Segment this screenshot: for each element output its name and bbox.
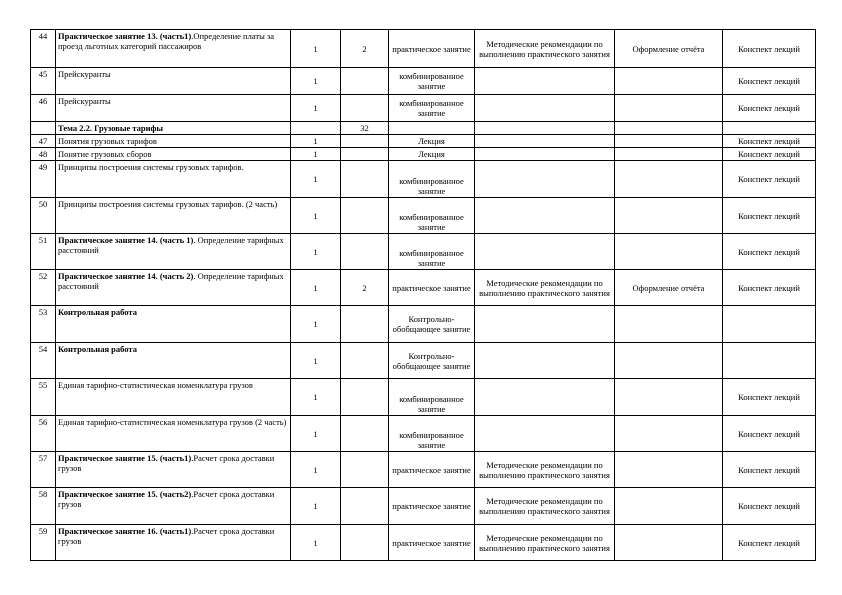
lesson-type: Лекция bbox=[418, 149, 445, 159]
lesson-title-text: Прейскуранты bbox=[58, 69, 111, 79]
table-row bbox=[31, 343, 816, 379]
lesson-title-cell bbox=[56, 270, 291, 306]
lesson-title-cell bbox=[56, 122, 291, 135]
lesson-title-cell bbox=[56, 488, 291, 525]
method-materials-cell bbox=[475, 148, 615, 161]
table-row bbox=[31, 379, 816, 416]
lesson-type-cell bbox=[389, 95, 475, 122]
lesson-type-cell bbox=[389, 452, 475, 488]
hours-value: 1 bbox=[313, 136, 318, 146]
row-number: 46 bbox=[38, 96, 48, 106]
report-form-cell bbox=[615, 122, 723, 135]
row-number: 57 bbox=[38, 453, 48, 463]
literature-cell bbox=[723, 416, 816, 452]
lesson-title-bold: Практическое занятие 15. (часть2) bbox=[58, 489, 192, 499]
literature: Конспект лекций bbox=[738, 464, 800, 475]
literature-cell bbox=[723, 452, 816, 488]
hours-value: 1 bbox=[313, 43, 318, 54]
hours-cell bbox=[291, 68, 341, 95]
lesson-title-cell bbox=[56, 198, 291, 234]
row-number: 56 bbox=[38, 417, 48, 427]
hours-cell bbox=[291, 122, 341, 135]
lesson-title-cell bbox=[56, 234, 291, 270]
row-number: 49 bbox=[38, 162, 48, 172]
lesson-type-cell bbox=[389, 306, 475, 343]
lesson-type: комбинированное занятие bbox=[399, 98, 464, 118]
method-materials-cell bbox=[475, 95, 615, 122]
practice-hours-cell bbox=[341, 270, 389, 306]
lesson-type-cell bbox=[389, 488, 475, 525]
lesson-title-text: Прейскуранты bbox=[58, 96, 111, 106]
hours-cell bbox=[291, 525, 341, 561]
literature-cell bbox=[723, 379, 816, 416]
hours-cell bbox=[291, 161, 341, 198]
row-number: 47 bbox=[38, 136, 48, 146]
lesson-title-cell bbox=[56, 379, 291, 416]
hours-value: 1 bbox=[313, 174, 318, 184]
lesson-type: практическое занятие bbox=[392, 282, 471, 293]
hours-cell bbox=[291, 198, 341, 234]
practice-hours-value: 2 bbox=[362, 43, 367, 54]
hours-value: 1 bbox=[313, 537, 318, 548]
lesson-type-cell bbox=[389, 525, 475, 561]
lesson-title-cell bbox=[56, 148, 291, 161]
hours-value: 1 bbox=[313, 149, 318, 159]
practice-hours-cell bbox=[341, 68, 389, 95]
lesson-title-text: Принципы построения системы грузовых тарифов. bbox=[58, 162, 244, 172]
row-number: 51 bbox=[38, 235, 48, 245]
report-form-cell bbox=[615, 306, 723, 343]
literature: Конспект лекций bbox=[738, 501, 800, 511]
method-materials-cell bbox=[475, 135, 615, 148]
method-materials: Методические рекомендации по выполнению практического занятия bbox=[479, 459, 610, 480]
row-number-cell bbox=[31, 122, 56, 135]
report-form-cell bbox=[615, 379, 723, 416]
method-materials-cell bbox=[475, 343, 615, 379]
literature-cell bbox=[723, 148, 816, 161]
hours-value: 1 bbox=[313, 246, 318, 257]
method-materials: Методические рекомендации по выполнению практического занятия bbox=[479, 38, 610, 59]
literature-cell bbox=[723, 343, 816, 379]
lesson-title-text: . Определение тарифных расстояний bbox=[58, 271, 284, 291]
schedule-table bbox=[30, 29, 816, 561]
literature-cell bbox=[723, 198, 816, 234]
lesson-type: комбинированное занятие bbox=[399, 248, 464, 268]
row-number: 55 bbox=[38, 380, 48, 390]
lesson-title-cell bbox=[56, 135, 291, 148]
row-number-cell bbox=[31, 416, 56, 452]
hours-cell bbox=[291, 234, 341, 270]
hours-cell bbox=[291, 30, 341, 68]
table-row bbox=[31, 68, 816, 95]
practice-hours-cell bbox=[341, 95, 389, 122]
lesson-title-text: Единая тарифно-статистическая номенклатура грузов (2 часть) bbox=[58, 417, 287, 427]
lesson-type: Контрольно-обобщающее занятие bbox=[392, 314, 471, 334]
schedule-table-body bbox=[31, 30, 816, 561]
lesson-title-cell bbox=[56, 452, 291, 488]
literature-cell bbox=[723, 306, 816, 343]
literature: Конспект лекций bbox=[738, 246, 800, 257]
lesson-title-text: Принципы построения системы грузовых тарифов. (2 часть) bbox=[58, 199, 278, 209]
practice-hours-cell bbox=[341, 488, 389, 525]
report-form-cell bbox=[615, 68, 723, 95]
literature-cell bbox=[723, 30, 816, 68]
method-materials-cell bbox=[475, 30, 615, 68]
lesson-title-text: . Определение тарифных расстояний bbox=[58, 235, 284, 255]
practice-hours-cell bbox=[341, 161, 389, 198]
literature: Конспект лекций bbox=[738, 103, 800, 113]
row-number-cell bbox=[31, 198, 56, 234]
method-materials: Методические рекомендации по выполнению практического занятия bbox=[479, 496, 610, 516]
method-materials-cell bbox=[475, 306, 615, 343]
hours-value: 1 bbox=[313, 392, 318, 402]
practice-hours-value: 2 bbox=[362, 282, 367, 293]
table-row bbox=[31, 452, 816, 488]
lesson-title-text: .Расчет срока доставки грузов bbox=[58, 453, 275, 473]
literature: Конспект лекций bbox=[738, 43, 800, 54]
lesson-type: комбинированное занятие bbox=[399, 212, 464, 232]
lesson-type-cell bbox=[389, 343, 475, 379]
lesson-type: Лекция bbox=[418, 136, 445, 146]
lesson-title-cell bbox=[56, 95, 291, 122]
method-materials: Методические рекомендации по выполнению практического занятия bbox=[479, 532, 610, 553]
row-number: 58 bbox=[38, 489, 48, 499]
method-materials-cell bbox=[475, 452, 615, 488]
lesson-type: комбинированное занятие bbox=[399, 394, 464, 414]
row-number: 44 bbox=[38, 31, 48, 41]
table-row bbox=[31, 306, 816, 343]
practice-hours-cell bbox=[341, 525, 389, 561]
report-form: Оформление отчёта bbox=[632, 282, 705, 293]
literature: Конспект лекций bbox=[738, 282, 800, 293]
lesson-title-text: .Расчет срока доставки грузов bbox=[58, 526, 275, 546]
method-materials-cell bbox=[475, 198, 615, 234]
lesson-type-cell bbox=[389, 270, 475, 306]
hours-value: 1 bbox=[313, 282, 318, 293]
hours-value: 1 bbox=[313, 428, 318, 439]
report-form-cell bbox=[615, 234, 723, 270]
literature: Конспект лекций bbox=[738, 174, 800, 184]
lesson-title-cell bbox=[56, 416, 291, 452]
lesson-type: практическое занятие bbox=[392, 537, 471, 548]
lesson-title-bold: Практическое занятие 14. (часть 2) bbox=[58, 271, 194, 281]
method-materials-cell bbox=[475, 234, 615, 270]
lesson-title-text: Единая тарифно-статистическая номенклатура грузов bbox=[58, 380, 253, 390]
literature: Конспект лекций bbox=[738, 392, 800, 402]
table-row bbox=[31, 488, 816, 525]
literature-cell bbox=[723, 161, 816, 198]
table-row bbox=[31, 148, 816, 161]
lesson-type-cell bbox=[389, 148, 475, 161]
practice-hours-cell bbox=[341, 452, 389, 488]
lesson-type: Контрольно-обобщающее занятие bbox=[392, 350, 471, 371]
practice-hours-cell bbox=[341, 122, 389, 135]
row-number: 50 bbox=[38, 199, 48, 209]
practice-hours-cell bbox=[341, 416, 389, 452]
hours-cell bbox=[291, 488, 341, 525]
literature: Конспект лекций bbox=[738, 136, 800, 146]
row-number-cell bbox=[31, 488, 56, 525]
lesson-title-bold: Контрольная работа bbox=[58, 307, 137, 317]
lesson-title-cell bbox=[56, 68, 291, 95]
table-row bbox=[31, 270, 816, 306]
literature-cell bbox=[723, 270, 816, 306]
table-row bbox=[31, 234, 816, 270]
literature: Конспект лекций bbox=[738, 149, 800, 159]
hours-value: 1 bbox=[313, 501, 318, 511]
hours-cell bbox=[291, 452, 341, 488]
row-number: 48 bbox=[38, 149, 48, 159]
report-form-cell bbox=[615, 343, 723, 379]
row-number-cell bbox=[31, 525, 56, 561]
hours-cell bbox=[291, 135, 341, 148]
method-materials-cell bbox=[475, 379, 615, 416]
hours-cell bbox=[291, 95, 341, 122]
report-form-cell bbox=[615, 30, 723, 68]
lesson-title-text: Понятия грузовых тарифов bbox=[58, 136, 157, 146]
lesson-type: практическое занятие bbox=[392, 43, 471, 54]
literature-cell bbox=[723, 135, 816, 148]
hours-value: 1 bbox=[313, 76, 318, 86]
lesson-type-cell bbox=[389, 379, 475, 416]
lesson-type-cell bbox=[389, 30, 475, 68]
practice-hours-cell bbox=[341, 198, 389, 234]
lesson-type-cell bbox=[389, 68, 475, 95]
hours-cell bbox=[291, 416, 341, 452]
row-number-cell bbox=[31, 30, 56, 68]
lesson-title-cell bbox=[56, 306, 291, 343]
hours-cell bbox=[291, 306, 341, 343]
row-number-cell bbox=[31, 135, 56, 148]
lesson-title-text: .Определение платы за проезд льготных категорий пассажиров bbox=[58, 31, 275, 51]
row-number: 52 bbox=[38, 271, 48, 281]
method-materials-cell bbox=[475, 270, 615, 306]
row-number-cell bbox=[31, 452, 56, 488]
literature-cell bbox=[723, 95, 816, 122]
table-row bbox=[31, 135, 816, 148]
literature-cell bbox=[723, 68, 816, 95]
literature-cell bbox=[723, 234, 816, 270]
lesson-title-cell bbox=[56, 30, 291, 68]
row-number: 45 bbox=[38, 69, 48, 79]
hours-cell bbox=[291, 343, 341, 379]
literature-cell bbox=[723, 122, 816, 135]
table-row bbox=[31, 198, 816, 234]
hours-value: 1 bbox=[313, 103, 318, 113]
lesson-type: практическое занятие bbox=[392, 464, 471, 475]
lesson-type: практическое занятие bbox=[392, 501, 471, 511]
report-form-cell bbox=[615, 452, 723, 488]
hours-cell bbox=[291, 148, 341, 161]
row-number-cell bbox=[31, 379, 56, 416]
lesson-title-bold: Практическое занятие 14. (часть 1) bbox=[58, 235, 194, 245]
report-form-cell bbox=[615, 148, 723, 161]
lesson-title-text: Понятие грузовых сборов bbox=[58, 149, 152, 159]
lesson-title-bold: Контрольная работа bbox=[58, 344, 137, 354]
row-number-cell bbox=[31, 148, 56, 161]
lesson-type: комбинированное занятие bbox=[399, 71, 464, 91]
report-form-cell bbox=[615, 525, 723, 561]
lesson-type: комбинированное занятие bbox=[399, 430, 464, 450]
literature: Конспект лекций bbox=[738, 210, 800, 221]
practice-hours-cell bbox=[341, 135, 389, 148]
table-row bbox=[31, 95, 816, 122]
practice-hours-cell bbox=[341, 148, 389, 161]
lesson-title-bold: Практическое занятие 13. (часть1) bbox=[58, 31, 192, 41]
literature-cell bbox=[723, 488, 816, 525]
lesson-type: комбинированное занятие bbox=[399, 176, 464, 196]
lesson-type-cell bbox=[389, 161, 475, 198]
table-row bbox=[31, 525, 816, 561]
method-materials-cell bbox=[475, 488, 615, 525]
lesson-type-cell bbox=[389, 198, 475, 234]
lesson-title-bold: Практическое занятие 15. (часть1) bbox=[58, 453, 192, 463]
row-number-cell bbox=[31, 68, 56, 95]
literature: Конспект лекций bbox=[738, 537, 800, 548]
practice-hours-cell bbox=[341, 343, 389, 379]
method-materials: Методические рекомендации по выполнению практического занятия bbox=[479, 277, 610, 298]
lesson-title-cell bbox=[56, 525, 291, 561]
report-form-cell bbox=[615, 416, 723, 452]
report-form: Оформление отчёта bbox=[632, 43, 705, 54]
report-form-cell bbox=[615, 198, 723, 234]
report-form-cell bbox=[615, 135, 723, 148]
row-number-cell bbox=[31, 161, 56, 198]
literature-cell bbox=[723, 525, 816, 561]
lesson-title-cell bbox=[56, 343, 291, 379]
lesson-type-cell bbox=[389, 135, 475, 148]
table-row bbox=[31, 30, 816, 68]
literature: Конспект лекций bbox=[738, 428, 800, 439]
row-number: 54 bbox=[38, 344, 48, 354]
row-number-cell bbox=[31, 306, 56, 343]
report-form-cell bbox=[615, 270, 723, 306]
row-number-cell bbox=[31, 270, 56, 306]
method-materials-cell bbox=[475, 416, 615, 452]
hours-value: 1 bbox=[313, 319, 318, 329]
lesson-title-bold: Тема 2.2. Грузовые тарифы bbox=[58, 123, 164, 133]
method-materials-cell bbox=[475, 161, 615, 198]
row-number: 53 bbox=[38, 307, 48, 317]
row-number-cell bbox=[31, 343, 56, 379]
lesson-title-bold: Практическое занятие 16. (часть1) bbox=[58, 526, 192, 536]
hours-value: 1 bbox=[313, 210, 318, 221]
report-form-cell bbox=[615, 161, 723, 198]
lesson-type-cell bbox=[389, 416, 475, 452]
table-row bbox=[31, 161, 816, 198]
hours-value: 1 bbox=[313, 464, 318, 475]
hours-cell bbox=[291, 379, 341, 416]
lesson-title-text: .Расчет срока доставки грузов bbox=[58, 489, 275, 509]
row-number-cell bbox=[31, 95, 56, 122]
lesson-type-cell bbox=[389, 234, 475, 270]
lesson-type-cell bbox=[389, 122, 475, 135]
table-row bbox=[31, 122, 816, 135]
practice-hours-cell bbox=[341, 379, 389, 416]
row-number-cell bbox=[31, 234, 56, 270]
method-materials-cell bbox=[475, 68, 615, 95]
practice-hours-cell bbox=[341, 234, 389, 270]
hours-value: 1 bbox=[313, 355, 318, 366]
literature: Конспект лекций bbox=[738, 76, 800, 86]
hours-cell bbox=[291, 270, 341, 306]
practice-hours-cell bbox=[341, 306, 389, 343]
practice-hours-value: 32 bbox=[360, 123, 369, 133]
method-materials-cell bbox=[475, 525, 615, 561]
method-materials-cell bbox=[475, 122, 615, 135]
practice-hours-cell bbox=[341, 30, 389, 68]
row-number: 59 bbox=[38, 526, 48, 536]
report-form-cell bbox=[615, 488, 723, 525]
lesson-title-cell bbox=[56, 161, 291, 198]
report-form-cell bbox=[615, 95, 723, 122]
table-row bbox=[31, 416, 816, 452]
